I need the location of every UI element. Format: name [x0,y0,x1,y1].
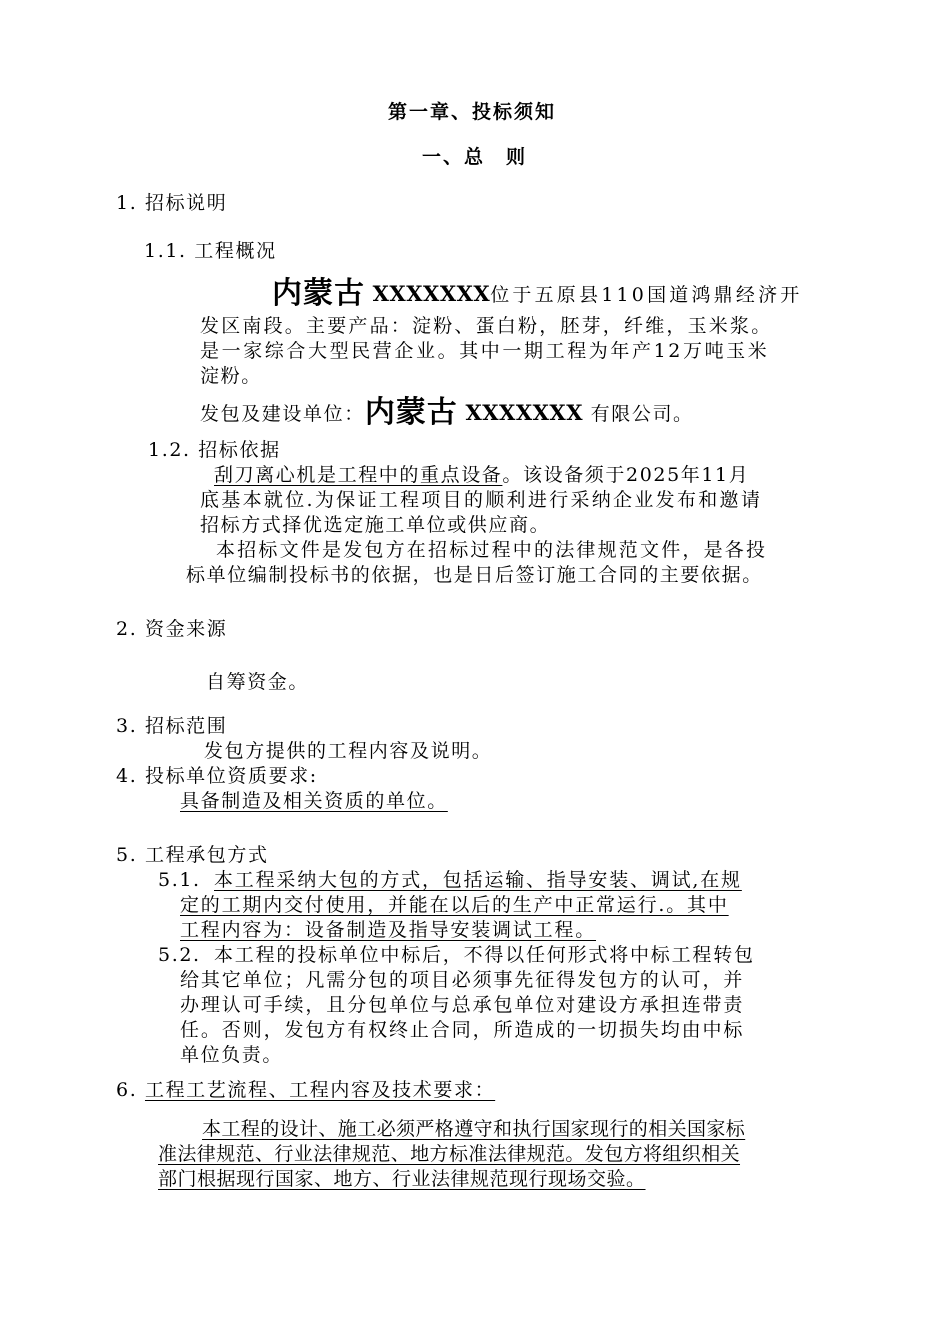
basis-line-1-rest: 。该设备须于2025年11月 [502,464,750,486]
builder-line [200,396,694,431]
heading-6 [116,1077,495,1103]
basis-line-2: 底基本就位.为保证工程项目的顺利进行采纳企业发布和邀请 [200,489,763,511]
item-5-2-line-3: 办理认可手续，且分包单位与总承包单位对建设方承担连带责 [180,994,745,1016]
overview-line-1 [272,278,802,311]
company-x: XXXXXXX [372,281,491,306]
item-5-2-line-4: 任。否则，发包方有权终止合同，所造成的一切损失均由中标 [180,1019,745,1041]
basis-line-3: 招标方式择优选定施工单位或供应商。 [200,514,551,536]
basis-line-4: 本招标文件是发包方在招标过程中的法律规范文件，是各投 [216,539,768,561]
item-5-1-number: 5.1. [158,869,201,891]
basis-line-1 [214,462,749,488]
basis-line-5: 标单位编制投标书的依据，也是日后签订施工合同的主要依据。 [186,564,763,586]
heading-4: 4. 投标单位资质要求: [116,765,318,787]
tech-line-3: 部门根据现行国家、地方、行业法律规范现行现场交验。 [158,1168,646,1190]
builder-label: 发包及建设单位： [200,403,365,425]
builder-suffix: 有限公司。 [590,403,694,425]
heading-1-1: 1.1. 工程概况 [144,240,277,262]
builder-company-prefix: 内蒙古 [364,395,458,430]
funds-text: 自筹资金。 [206,671,310,693]
heading-2: 2. 资金来源 [116,618,228,640]
basis-underlined: 刮刀离心机是工程中的重点设备 [214,464,503,486]
heading-5: 5. 工程承包方式 [116,844,269,866]
overview-line-4: 淀粉。 [200,365,262,387]
heading-3: 3. 招标范围 [116,715,228,737]
heading-1: 1. 招标说明 [116,192,228,214]
item-5-2-line-1: 本工程的投标单位中标后，不得以任何形式将中标工程转包 [214,944,755,966]
chapter-title: 第一章、投标须知 [388,101,557,123]
item-5-1-line-1: 本工程采纳大包的方式，包括运输、指导安装、调试,在规 [214,869,742,891]
item-5-2-number: 5.2. [158,944,201,966]
tech-line-2: 准法律规范、行业法律规范、地方标准法律规范。发包方将组织相关 [158,1143,741,1165]
company-prefix: 内蒙古 [272,276,365,311]
item-5-1-line-2: 定的工期内交付使用，并能在以后的生产中正常运行.。其中 [180,894,729,916]
item-5-1-line-3: 工程内容为：设备制造及指导安装调试工程。 [180,919,597,941]
overview-line-3: 是一家综合大型民营企业。其中一期工程为年产12万吨玉米 [200,340,770,362]
heading-6-number: 6. [116,1079,138,1101]
overview-line-2: 发区南段。主要产品：淀粉、蛋白粉，胚芽，纤维，玉米浆。 [200,315,773,337]
section-title: 一、总 则 [422,146,528,168]
tech-line-1-text: 本工程的设计、施工必须严格遵守和执行国家现行的相关国家标 [202,1118,746,1140]
tech-line-1 [158,1116,745,1142]
item-5-2-line-5: 单位负责。 [180,1044,284,1066]
heading-6-text: 工程工艺流程、工程内容及技术要求： [144,1079,496,1101]
overview-line-1-rest: 位于五原县110国道鸿鼎经济开 [490,284,803,306]
item-5-2-line-2: 给其它单位；凡需分包的项目必须事先征得发包方的认可，并 [180,969,745,991]
builder-company-x: XXXXXXX [465,400,584,425]
scope-text: 发包方提供的工程内容及说明。 [204,740,493,762]
qualification-text: 具备制造及相关资质的单位。 [180,790,448,812]
heading-1-2: 1.2. 招标依据 [148,439,281,461]
